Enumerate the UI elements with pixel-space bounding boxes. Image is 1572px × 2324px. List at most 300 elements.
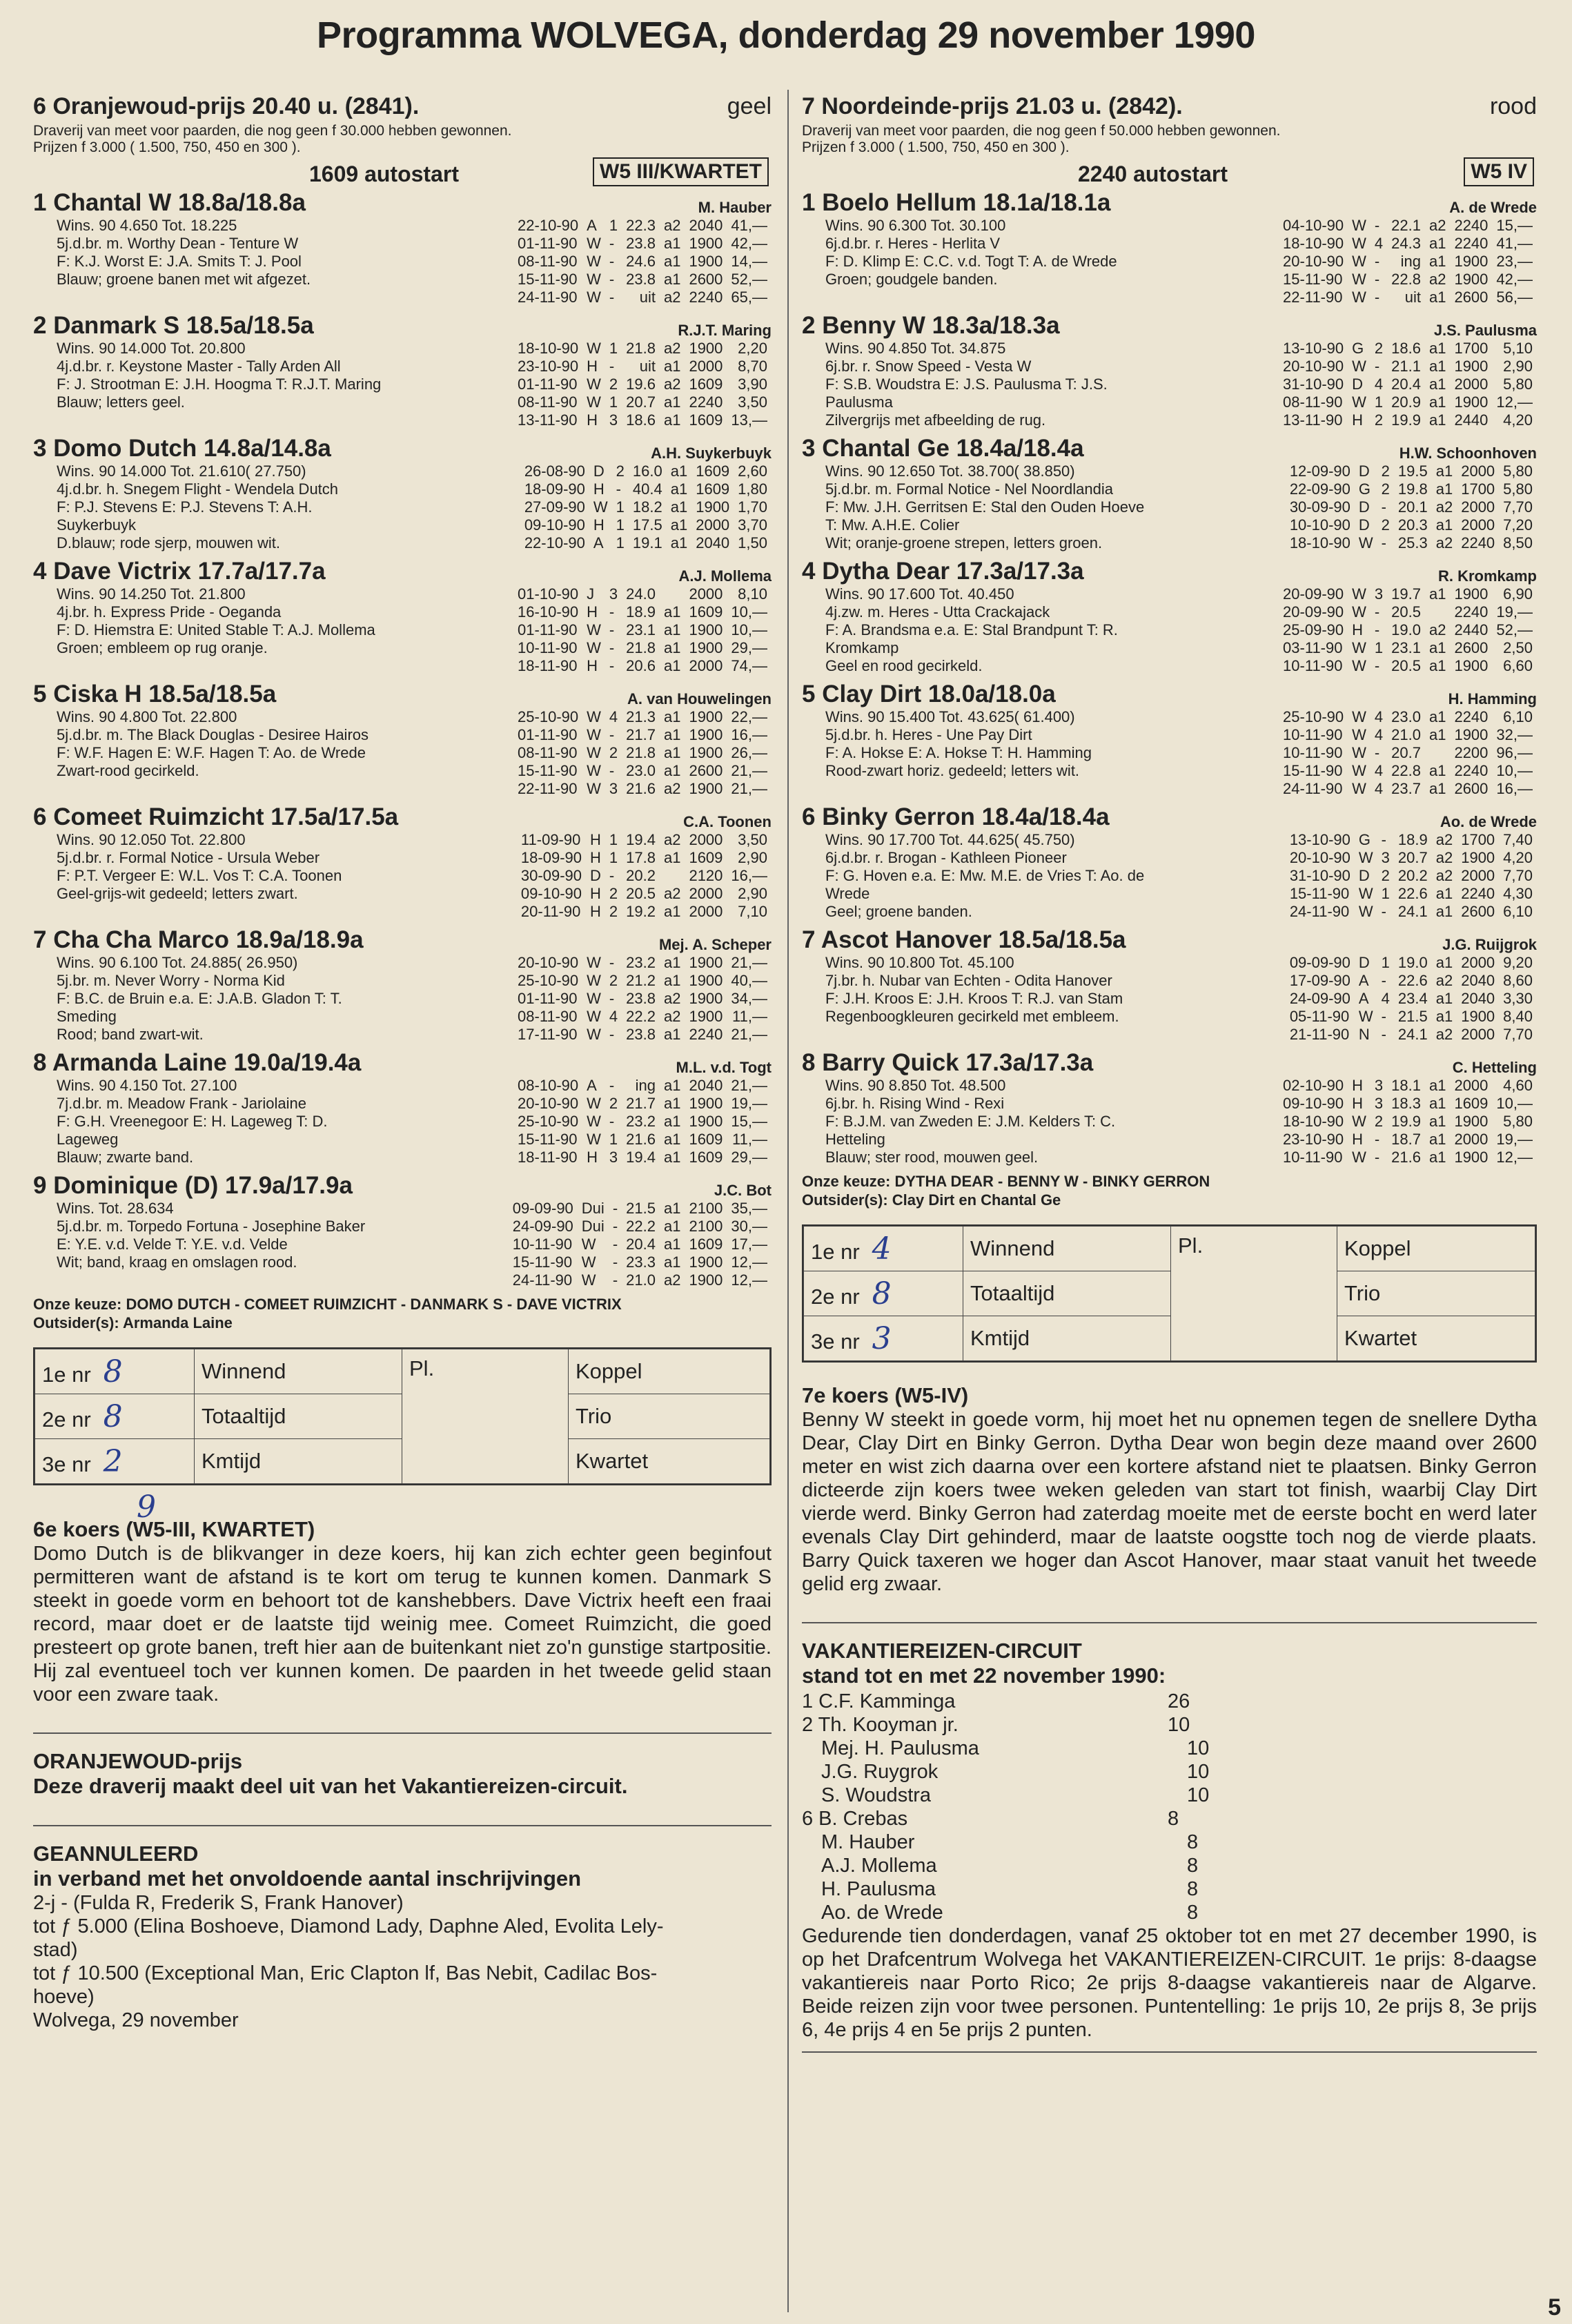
race-history-cell: 1900: [689, 744, 723, 761]
race-history-cell: 4: [1374, 780, 1384, 797]
race-history-cell: 21,—: [731, 1026, 767, 1043]
race-history-cell: W: [587, 639, 601, 656]
race-history-cell: 19.0: [1397, 954, 1428, 971]
horse-info-line: T: Mw. A.H.E. Colier: [825, 516, 960, 534]
race-history-cell: a1: [663, 411, 681, 429]
race-history-row: [513, 217, 772, 235]
race-history-cell: a1: [1428, 639, 1446, 656]
race-history-cell: 1900: [689, 1008, 723, 1025]
standing-row: [802, 1854, 1537, 1877]
race-history-cell: -: [609, 271, 615, 288]
race-history-cell: 1700: [1461, 831, 1495, 848]
race-history-cell: 10,—: [1496, 762, 1533, 779]
race-history-cell: 7,70: [1503, 867, 1533, 884]
race-history-cell: 1: [616, 498, 625, 516]
race-history-cell: 2000: [1461, 954, 1495, 971]
race-history-cell: 21.5: [626, 1200, 656, 1217]
race-history-cell: 4: [1374, 762, 1384, 779]
race-history-cell: -: [609, 603, 615, 621]
race-history-cell: 21,—: [731, 954, 767, 971]
race-history-cell: 20-10-90: [518, 1095, 579, 1112]
race-history-row: [513, 1008, 772, 1026]
horse-driver: M.L. v.d. Togt: [676, 1059, 772, 1076]
race-history-cell: -: [1381, 1026, 1386, 1043]
race-history-cell: A: [1358, 972, 1369, 989]
race-history-cell: 1900: [696, 498, 730, 516]
horse-info-line: Regenboogkleuren gecirkeld met embleem.: [825, 1008, 1119, 1025]
divider: [33, 1825, 772, 1826]
horse-info-line: Hetteling: [825, 1131, 885, 1148]
race-history-cell: a1: [663, 1149, 681, 1166]
result-label-cell: Winnend: [195, 1349, 402, 1394]
race-history-cell: 18-09-90: [524, 480, 585, 498]
race-conditions: [33, 123, 772, 156]
race-history-cell: a1: [1428, 235, 1446, 252]
race-history-cell: H: [590, 831, 601, 848]
horse-info-line: 7j.br. h. Nubar van Echten - Odita Hanover: [825, 972, 1112, 989]
race-history-cell: a1: [670, 516, 688, 534]
horse-info-line: Wins. 90 17.600 Tot. 40.450: [825, 585, 1014, 603]
race-history-cell: 15-11-90: [512, 1253, 573, 1271]
horse-info: [802, 1077, 1212, 1166]
race-history-cell: a1: [670, 462, 688, 480]
race-history-cell: -: [609, 253, 615, 270]
horse-info-line: Wins. 90 15.400 Tot. 43.625( 61.400): [825, 708, 1075, 725]
race-history-cell: 01-11-90: [518, 621, 578, 638]
horse-driver: A. de Wrede: [1449, 199, 1537, 216]
standing-name: Mej. H. Paulusma: [821, 1737, 979, 1759]
race-history-cell: a1: [1435, 462, 1453, 480]
race-history-cell: 7,70: [1503, 1026, 1533, 1043]
horse-name: 3 Chantal Ge 18.4a/18.4a: [802, 435, 1084, 462]
our-choice-text: Onze keuze: DOMO DUTCH - COMEET RUIMZICHT - DANMARK S - DAVE VICTRIX: [33, 1296, 622, 1313]
result-row: [35, 1349, 770, 1394]
race-history-cell: -: [1374, 289, 1380, 306]
race-history-cell: 20.3: [1397, 516, 1428, 534]
race-history-cell: 24.0: [626, 585, 656, 603]
race-history-cell: -: [1374, 1149, 1380, 1166]
race-history-cell: 2000: [1454, 1077, 1489, 1094]
race-history-cell: W: [587, 289, 601, 306]
horse-body: [33, 1200, 772, 1289]
race-history-cell: -: [1374, 603, 1380, 621]
race-history-cell: 24-11-90: [518, 289, 578, 306]
race-history-row: [1279, 1131, 1537, 1149]
race-history-cell: 1900: [1454, 271, 1489, 288]
race-history-cell: 1900: [1454, 358, 1489, 375]
race-history-cell: 15-11-90: [1289, 885, 1350, 902]
race-history-cell: W: [1358, 849, 1373, 866]
race-history-cell: 1: [1381, 885, 1390, 902]
race-history-cell: 22.8: [1391, 271, 1421, 288]
race-history-cell: a1: [663, 1077, 681, 1094]
race-history-row: [1279, 708, 1537, 726]
race-history-cell: W: [587, 1008, 601, 1025]
race-history-cell: W: [1352, 726, 1366, 743]
race-history-cell: a1: [670, 480, 688, 498]
race-history-cell: -: [616, 480, 621, 498]
race-history-cell: 1900: [1454, 1113, 1489, 1130]
horse-entry: [33, 189, 772, 306]
race-history-cell: 25-10-90: [518, 708, 579, 725]
race-history-cell: 23.0: [1391, 708, 1421, 725]
race-history-cell: D: [1358, 516, 1370, 534]
race-history-cell: a1: [663, 726, 681, 743]
race-history-cell: 6,60: [1503, 657, 1533, 674]
race-history-cell: 20-10-90: [518, 954, 579, 971]
race-history-cell: 1900: [689, 235, 723, 252]
result-label-cell: Kmtijd: [963, 1316, 1171, 1361]
result-position-label: 2e nr: [42, 1407, 91, 1432]
race-history-cell: 23.7: [1391, 780, 1421, 797]
race-history-cell: a1: [663, 639, 681, 656]
horse-info-line: 6j.d.br. r. Brogan - Kathleen Pioneer: [825, 849, 1067, 866]
race-history-cell: W: [587, 340, 601, 357]
horse-name: 8 Armanda Laine 19.0a/19.4a: [33, 1049, 362, 1076]
race-history-cell: 2: [1381, 462, 1390, 480]
race-history-row: [1279, 603, 1537, 621]
horse-name: 4 Dave Victrix 17.7a/17.7a: [33, 558, 326, 585]
race-history-cell: a1: [663, 358, 681, 375]
race-history-cell: D: [1352, 375, 1364, 393]
race-history-cell: H: [587, 411, 598, 429]
our-choice: [802, 1172, 1537, 1209]
result-position-cell: [35, 1439, 195, 1484]
race-history-cell: H: [590, 903, 601, 920]
race-history-cell: 1900: [1454, 726, 1489, 743]
horse-race-history: [509, 1200, 772, 1289]
race-history-row: [513, 235, 772, 253]
race-history-cell: 2: [609, 903, 618, 920]
race-history-cell: 2600: [689, 271, 723, 288]
race-history-cell: G: [1358, 831, 1371, 848]
race-history-cell: 2: [1374, 340, 1384, 357]
race-history-cell: 3: [1374, 1077, 1384, 1094]
race-history-cell: 24-09-90: [1289, 990, 1350, 1007]
race-history-cell: 35,—: [731, 1200, 767, 1217]
race-history-cell: 1900: [689, 253, 723, 270]
race-history-cell: a1: [1428, 393, 1446, 411]
horse-driver: H. Hamming: [1448, 690, 1537, 707]
horse-body: [802, 462, 1537, 552]
race-history-cell: 23.8: [626, 1026, 656, 1043]
horse-entry: [802, 558, 1537, 675]
race-history-row: [513, 393, 772, 411]
horse-info-line: Wins. Tot. 28.634: [57, 1200, 174, 1217]
race-history-cell: -: [609, 954, 615, 971]
race-history-cell: 1609: [689, 1131, 723, 1148]
race-history-cell: 01-11-90: [518, 375, 578, 393]
race-history-cell: 1700: [1461, 480, 1495, 498]
race-history-cell: 18-10-90: [1283, 235, 1344, 252]
race-history-cell: a1: [1428, 708, 1446, 725]
oranjewoud-title: ORANJEWOUD-prijs: [33, 1749, 243, 1773]
race-history-cell: A: [1358, 990, 1369, 1007]
race-history-cell: 4: [609, 708, 618, 725]
race-history-cell: a1: [663, 972, 681, 989]
race-history-cell: H: [590, 885, 601, 902]
horse-race-history: [1286, 954, 1537, 1044]
race-title: 6 Oranjewoud-prijs 20.40 u. (2841).: [33, 93, 420, 119]
race-history-cell: H: [587, 657, 598, 674]
horse-entry: [802, 1049, 1537, 1166]
race-history-cell: 20.2: [1397, 867, 1428, 884]
race-history-cell: 96,—: [1496, 744, 1533, 761]
race-history-cell: 21,—: [731, 780, 767, 797]
race-history-cell: 4: [1374, 235, 1384, 252]
horse-info-line: 5j.d.br. m. Torpedo Fortuna - Josephine Baker: [57, 1218, 366, 1235]
race-history-cell: a2: [663, 831, 681, 848]
race-history-cell: 1900: [1461, 1008, 1495, 1025]
race-history-cell: a1: [663, 657, 681, 674]
race-history-cell: 3,90: [738, 375, 767, 393]
horse-info-line: Paulusma: [825, 393, 893, 411]
race-history-cell: a1: [1428, 780, 1446, 797]
horse-race-history: [1279, 340, 1537, 429]
race-history-cell: W: [1352, 253, 1366, 270]
race-history-cell: 12,—: [1496, 393, 1533, 411]
race-history-cell: 4,60: [1503, 1077, 1533, 1094]
race-history-cell: 11,—: [732, 1131, 767, 1148]
horse-header: [33, 1049, 772, 1077]
standing-points: 10: [1187, 1761, 1210, 1783]
race-history-cell: 09-09-90: [512, 1200, 573, 1217]
race-history-cell: 19.4: [626, 831, 656, 848]
horse-info-line: 5j.d.br. r. Formal Notice - Ursula Weber: [57, 849, 320, 866]
race-history-cell: 4: [1374, 375, 1384, 393]
race-history-cell: 2: [1381, 516, 1390, 534]
circuit-text: Gedurende tien donderdagen, vanaf 25 oktober tot en met 27 december 1990, is op het Drafcentrum Wolvega het VAKANTIEREIZEN-CIRCUIT. 1e prijs: 8-daagse vakantiereis naar Porto Rico; 2e prijs 8-daagse vakantiereis naar de Algarve. Beide reizen zijn voor twee personen. Puntentelling: 1e prijs 10, 2e prijs 8, 3e prijs 6, 4e prijs 4 en 5e prijs 2 punten.: [802, 1925, 1537, 2041]
horse-entry: [802, 681, 1537, 798]
race-history-cell: 1900: [689, 1095, 723, 1112]
standing-row: [802, 1690, 1537, 1713]
race-history-cell: 22.2: [626, 1008, 656, 1025]
result-side-cell: Kwartet: [1337, 1316, 1535, 1361]
result-side-cell: Kwartet: [569, 1439, 770, 1484]
race-history-cell: 23-10-90: [1283, 1131, 1344, 1148]
race-history-cell: a2: [1435, 498, 1453, 516]
race-history-cell: 2: [1381, 867, 1390, 884]
race-start-row: [33, 157, 772, 189]
race-history-row: [513, 1026, 772, 1044]
race-history-cell: ing: [1400, 253, 1421, 270]
race-history-cell: 40,—: [731, 972, 767, 989]
race-history-row: [517, 849, 772, 867]
horse-info: [802, 340, 1212, 429]
race-history-cell: a1: [663, 621, 681, 638]
race-history-cell: 13-11-90: [518, 411, 578, 429]
race-history-cell: 8,40: [1503, 1008, 1533, 1025]
race-history-cell: -: [609, 762, 615, 779]
handwritten-number: 4: [872, 1231, 892, 1267]
race-history-cell: a1: [663, 1131, 681, 1148]
race-history-cell: 2,60: [738, 462, 767, 480]
race-history-cell: 1700: [1454, 340, 1489, 357]
race-history-row: [1279, 621, 1537, 639]
horse-info: [33, 585, 443, 675]
horse-driver: Ao. de Wrede: [1440, 813, 1537, 830]
horse-header: [33, 803, 772, 831]
race-history-cell: 24.1: [1397, 1026, 1428, 1043]
race-history-cell: 1900: [689, 708, 723, 725]
result-position-label: 1e nr: [811, 1239, 860, 1264]
horse-info-line: F: D. Klimp E: C.C. v.d. Togt T: A. de Wrede: [825, 253, 1117, 270]
race-history-cell: a1: [1435, 1008, 1453, 1025]
race-history-cell: 20.7: [626, 393, 656, 411]
race-history-row: [1279, 1113, 1537, 1131]
race-history-cell: a1: [663, 762, 681, 779]
race-history-cell: 15-11-90: [518, 762, 578, 779]
race-history-cell: 17.8: [626, 849, 656, 866]
horse-name: 5 Ciska H 18.5a/18.5a: [33, 681, 277, 707]
race-history-cell: 01-10-90: [518, 585, 579, 603]
horse-info-line: Wins. 90 10.800 Tot. 45.100: [825, 954, 1014, 971]
horse-info: [33, 954, 443, 1044]
race-history-cell: W: [1352, 235, 1366, 252]
horse-entry: [33, 681, 772, 798]
race-history-cell: W: [1352, 271, 1366, 288]
standing-row: [802, 1807, 1537, 1830]
race-history-cell: 1609: [696, 480, 730, 498]
race-history-cell: 2240: [1454, 235, 1489, 252]
race-condition-line: Prijzen f 3.000 ( 1.500, 750, 450 en 300 ).: [33, 139, 301, 155]
race-history-cell: 1900: [689, 1113, 723, 1130]
horse-info-line: Blauw; ster rood, mouwen geel.: [825, 1149, 1039, 1166]
race-history-cell: 65,—: [731, 289, 767, 306]
race-history-cell: 1609: [689, 849, 723, 866]
divider: [33, 1732, 772, 1734]
race-history-cell: a1: [1428, 1149, 1446, 1166]
horse-name: 7 Ascot Hanover 18.5a/18.5a: [802, 926, 1126, 953]
horse-info-line: Geel; groene banden.: [825, 903, 972, 920]
race-history-cell: a1: [1435, 990, 1453, 1007]
race-history-cell: 22-11-90: [518, 780, 578, 797]
race-history-cell: -: [609, 1077, 615, 1094]
race-history-cell: 2240: [1454, 708, 1489, 725]
horse-driver: R. Kromkamp: [1437, 567, 1537, 585]
result-table: [803, 1226, 1535, 1361]
race-history-cell: a1: [663, 744, 681, 761]
race-history-cell: a2: [663, 990, 681, 1007]
race-history-cell: a2: [663, 1008, 681, 1025]
geannuleerd-line: hoeve): [33, 1986, 95, 2008]
horse-info-line: Wins. 90 14.000 Tot. 21.610( 27.750): [57, 462, 306, 480]
race-history-cell: D: [1358, 954, 1370, 971]
race-history-cell: 21.3: [626, 708, 656, 725]
race-history-cell: 2: [609, 375, 618, 393]
race-history-cell: a2: [1435, 849, 1453, 866]
horse-info-line: Zilvergrijs met afbeelding de rug.: [825, 411, 1046, 429]
race-history-cell: 52,—: [731, 271, 767, 288]
race-history-cell: 1900: [1454, 393, 1489, 411]
race-history-cell: 18.9: [626, 603, 656, 621]
race-history-cell: 08-10-90: [518, 1077, 579, 1094]
race-history-row: [513, 585, 772, 603]
race-history-cell: 10,—: [731, 603, 767, 621]
race-history-cell: 3,30: [1503, 990, 1533, 1007]
comment-text: Benny W steekt in goede vorm, hij moet het nu opnemen tegen de snellere Dytha Dear, Clay Dirt en Binky Gerron. Dytha Dear won begin deze maand over 2600 meter en wist zich daarna over een kortere afstand niet te plaatsen. Binky Gerron dicteerde zijn koers twee weken geleden van start tot finish, waarbij Clay Dirt vierde werd. Binky Gerron had zaterdag moeite met de eerste bocht en werd later evenals Clay Dirt gehinderd, maar de laatste oogstte toch nog de vierde plaats. Barry Quick taxeren we hoger dan Ascot Hanover, maar staat vanuit het tweede gelid erg zwaar.: [802, 1409, 1537, 1595]
race-history-cell: 08-11-90: [1283, 393, 1343, 411]
race-history-cell: -: [609, 639, 615, 656]
race-history-row: [513, 780, 772, 798]
race-history-row: [1279, 253, 1537, 271]
horse-info-line: Wins. 90 6.300 Tot. 30.100: [825, 217, 1006, 234]
race-history-cell: a1: [1428, 375, 1446, 393]
race-history-cell: a1: [663, 271, 681, 288]
race-history-cell: 30-09-90: [520, 867, 582, 884]
result-position-label: 3e nr: [42, 1452, 91, 1476]
race-history-cell: -: [1381, 1008, 1386, 1025]
race-history-cell: -: [1374, 657, 1380, 674]
race-history-cell: W: [587, 1131, 601, 1148]
race-history-cell: 08-11-90: [518, 253, 578, 270]
race-history-cell: 1609: [689, 375, 723, 393]
race-history-cell: 10,—: [1496, 1095, 1533, 1112]
race-history-cell: 3: [609, 411, 618, 429]
handwritten-note: 9: [137, 1490, 156, 1525]
standing-row: [802, 1713, 1537, 1737]
race-history-cell: 1900: [689, 780, 723, 797]
circuit-title: VAKANTIEREIZEN-CIRCUIT: [802, 1639, 1082, 1663]
standing-row: [802, 1737, 1537, 1760]
race-history-cell: [1425, 603, 1450, 621]
race-history-cell: 21.1: [1391, 358, 1421, 375]
race-history-cell: 8,60: [1503, 972, 1533, 989]
race-history-cell: 1900: [689, 726, 723, 743]
race-history-cell: 5,80: [1503, 480, 1533, 498]
outsiders-text: Outsider(s): Armanda Laine: [33, 1314, 233, 1331]
race-history-cell: H: [1352, 1131, 1364, 1148]
race-history-cell: 18-09-90: [520, 849, 582, 866]
race-history-cell: W: [587, 621, 601, 638]
race-history-cell: 21.8: [626, 744, 656, 761]
race-history-row: [513, 657, 772, 675]
race-history-cell: D: [1358, 462, 1370, 480]
race-history-row: [1279, 762, 1537, 780]
horse-header: [802, 312, 1537, 340]
race-history-row: [1286, 498, 1537, 516]
horse-driver: A. van Houwelingen: [627, 690, 772, 707]
horse-body: [33, 340, 772, 429]
horse-info-line: F: P.J. Stevens E: P.J. Stevens T: A.H.: [57, 498, 313, 516]
horse-entry: [802, 312, 1537, 429]
race-history-cell: 2240: [689, 393, 723, 411]
race-history-cell: a1: [670, 534, 688, 551]
race-history-cell: H: [593, 516, 605, 534]
race-start-row: [802, 157, 1537, 189]
handwritten-number: 8: [872, 1276, 892, 1311]
race-history-row: [513, 954, 772, 972]
horse-race-history: [513, 340, 772, 429]
horse-header: [33, 926, 772, 954]
race-history-cell: a1: [663, 1026, 681, 1043]
race-history-cell: 18-10-90: [1289, 534, 1350, 551]
race-history-cell: 13-10-90: [1283, 340, 1344, 357]
race-history-cell: 1: [609, 849, 618, 866]
race-history-row: [513, 1077, 772, 1095]
race-history-cell: W: [1358, 534, 1373, 551]
race-history-cell: 19,—: [1496, 1131, 1533, 1148]
race-history-cell: a2: [663, 1271, 681, 1289]
race-history-row: [1286, 480, 1537, 498]
horse-driver: J.G. Ruijgrok: [1442, 936, 1537, 953]
race-bet-type-box: W5 III/KWARTET: [593, 157, 769, 186]
race-history-cell: H: [587, 358, 598, 375]
horse-info-line: Smeding: [57, 1008, 117, 1025]
race-history-cell: H: [1352, 1077, 1364, 1094]
horse-body: [33, 462, 772, 552]
race-history-cell: -: [1374, 744, 1380, 761]
